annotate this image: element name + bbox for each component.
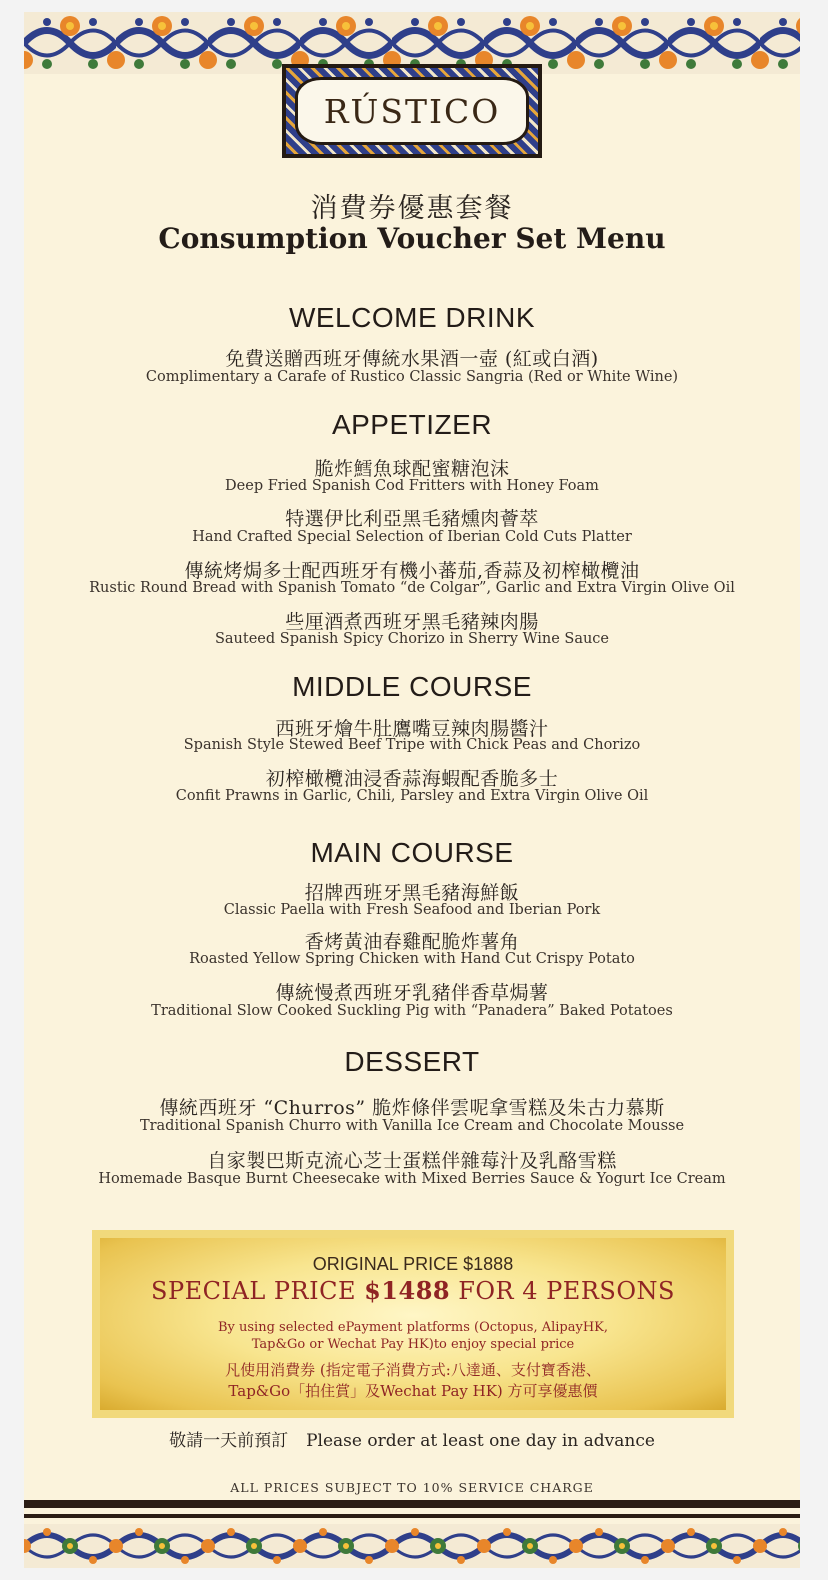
section-heading-dessert: DESSERT [344, 1046, 480, 1077]
special-price-amount: $1488 [364, 1276, 451, 1305]
menu-item-zh: 香烤黃油春雞配脆炸薯角 [304, 931, 520, 953]
menu-item-en: Classic Paella with Fresh Seafood and Iberian Pork [223, 902, 601, 918]
restaurant-logo [282, 64, 542, 158]
logo-text: RÚSTICO [323, 91, 501, 131]
menu-title-zh: 消費券優惠套餐 [310, 193, 514, 224]
menu-item-zh: 初榨橄欖油浸香蒜海蝦配香脆多士 [265, 768, 559, 790]
menu-item-en: Confit Prawns in Garlic, Chili, Parsley and Extra Virgin Olive Oil [175, 788, 649, 804]
advance-note-en: Please order at least one day in advance [306, 1431, 655, 1451]
menu-item-en: Complimentary a Carafe of Rustico Classic Sangria (Red or White Wine) [145, 369, 679, 385]
section-heading-middle-course: MIDDLE COURSE [292, 671, 532, 702]
section-heading-main-course: MAIN COURSE [310, 837, 514, 868]
tile-border-bottom [24, 1524, 800, 1568]
menu-item-en: Homemade Basque Burnt Cheesecake with Mixed Berries Sauce & Yogurt Ice Cream [98, 1171, 726, 1187]
section-heading-appetizer: APPETIZER [331, 409, 493, 440]
payment-note-en-line1: By using selected ePayment platforms (Octopus, AlipayHK, [217, 1320, 609, 1335]
menu-item-zh: 自家製巴斯克流心芝士蛋糕伴雜莓汁及乳酪雪糕 [207, 1150, 617, 1172]
menu-page [24, 12, 800, 1568]
section-heading-welcome-drink: WELCOME DRINK [288, 302, 536, 333]
menu-title-en: Consumption Voucher Set Menu [158, 222, 666, 255]
special-price-suffix: FOR 4 PERSONS [450, 1277, 675, 1305]
menu-item-zh: 些厘酒煮西班牙黑毛豬辣肉腸 [285, 611, 539, 633]
menu-item-zh: 免費送贈西班牙傳統水果酒一壺 (紅或白酒) [225, 348, 599, 370]
payment-note-en-line2: Tap&Go or Wechat Pay HK)to enjoy special price [251, 1337, 575, 1352]
menu-item-en: Rustic Round Bread with Spanish Tomato “de Colgar”, Garlic and Extra Virgin Olive Oil [89, 580, 735, 596]
menu-item-zh: 傳統西班牙 “Churros” 脆炸條伴雲呢拿雪糕及朱古力慕斯 [159, 1097, 665, 1119]
menu-item-en: Hand Crafted Special Selection of Iberian Cold Cuts Platter [192, 529, 632, 545]
payment-note-zh-line1: 凡使用消費券 (指定電子消費方式:八達通、支付寶香港、 [225, 1361, 601, 1379]
bottom-divider [24, 1500, 800, 1524]
menu-item-zh: 傳統烤焗多士配西班牙有機小蕃茄,香蒜及初榨橄欖油 [184, 560, 640, 582]
menu-item-zh: 招牌西班牙黑毛豬海鮮飯 [304, 882, 520, 904]
special-price-prefix: SPECIAL PRICE [151, 1277, 365, 1305]
menu-item-en: Roasted Yellow Spring Chicken with Hand Cut Crispy Potato [189, 951, 635, 967]
menu-item-zh: 特選伊比利亞黑毛豬燻肉薈萃 [285, 508, 539, 530]
advance-booking-note [24, 1426, 800, 1451]
menu-item-en: Traditional Slow Cooked Suckling Pig with “Panadera” Baked Potatoes [151, 1003, 673, 1019]
tile-pattern-bottom [24, 1524, 800, 1568]
menu-item-en: Sauteed Spanish Spicy Chorizo in Sherry Wine Sauce [214, 631, 610, 647]
advance-note-zh: 敬請一天前預訂 [169, 1431, 289, 1451]
payment-note-zh-line2: Tap&Go「拍住賞」及Wechat Pay HK) 方可享優惠價 [228, 1382, 598, 1400]
original-price: ORIGINAL PRICE $1888 [312, 1254, 514, 1274]
menu-item-en: Traditional Spanish Churro with Vanilla Ice Cream and Chocolate Mousse [139, 1118, 685, 1134]
menu-item-zh: 傳統慢煮西班牙乳豬伴香草焗薯 [275, 982, 549, 1004]
menu-item-zh: 脆炸鱈魚球配蜜糖泡沫 [314, 458, 510, 480]
price-box [92, 1230, 734, 1418]
menu-item-zh: 西班牙燴牛肚鷹嘴豆辣肉腸醬汁 [275, 718, 549, 740]
menu-item-en: Spanish Style Stewed Beef Tripe with Chick Peas and Chorizo [183, 737, 641, 753]
menu-item-en: Deep Fried Spanish Cod Fritters with Honey Foam [225, 478, 599, 494]
special-price [100, 1276, 726, 1305]
service-charge-note: ALL PRICES SUBJECT TO 10% SERVICE CHARGE [230, 1480, 594, 1495]
